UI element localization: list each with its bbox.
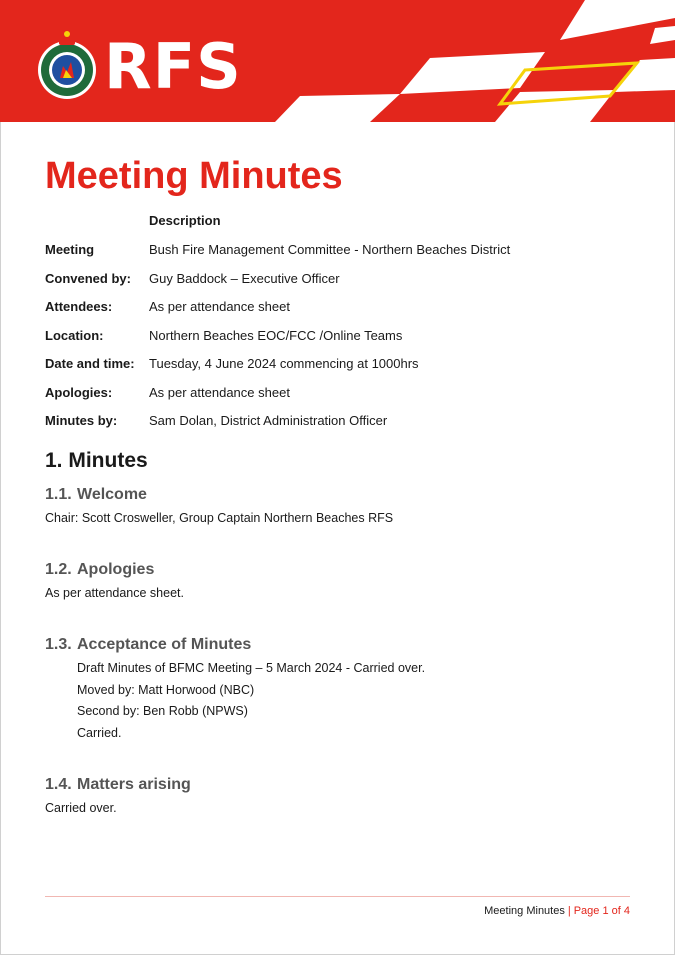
details-value: Tuesday, 4 June 2024 commencing at 1000hrs [149,356,419,371]
details-row [45,413,645,433]
details-row [45,356,645,376]
subsection-heading-acceptance [45,636,251,654]
banner-graphic [0,0,675,122]
acceptance-line: Moved by: Matt Horwood (NBC) [77,683,255,697]
details-row [45,271,645,291]
details-value: As per attendance sheet [149,385,290,400]
rfs-wordmark: RFS [104,30,242,103]
footer-separator: | [567,905,571,917]
subsection-heading-matters-arising [45,776,191,794]
page-footer [484,905,630,917]
acceptance-line: Draft Minutes of BFMC Meeting – 5 March 2024 - Carried over. [77,661,426,675]
details-row [45,328,645,348]
details-row [45,299,645,319]
acceptance-line: Carried. [77,726,122,740]
welcome-text: Chair: Scott Crosweller, Group Captain Northern Beaches RFS [45,511,394,525]
details-label: Date and time: [45,356,135,371]
details-label: Convened by: [45,271,131,286]
details-value: Guy Baddock – Executive Officer [149,271,340,286]
banner-stripe-6 [650,26,675,44]
footer-divider [45,896,630,897]
footer-doc-title: Meeting Minutes [484,905,565,917]
header-banner [0,0,675,122]
subsection-title: Acceptance of Minutes [77,636,252,653]
details-row [45,242,645,262]
footer-page-number: Page 1 of 4 [573,905,630,917]
details-label: Apologies: [45,385,113,400]
details-value: Bush Fire Management Committee - Northern Beaches District [149,242,511,257]
rfs-emblem-icon [38,31,96,99]
subsection-title: Apologies [77,561,155,578]
details-row [45,385,645,405]
details-column-header: Description [149,213,221,228]
banner-stripe-4 [275,94,400,122]
acceptance-line: Second by: Ben Robb (NPWS) [77,704,248,718]
subsection-heading-apologies [45,561,154,579]
section-title: Minutes [68,449,148,472]
page-title: Meeting Minutes [45,155,343,197]
subsection-title: Welcome [77,486,147,503]
matters-arising-text: Carried over. [45,801,117,815]
details-label: Minutes by: [45,413,118,428]
subsection-number: 1.3. [45,636,72,653]
details-value: Northern Beaches EOC/FCC /Online Teams [149,328,403,343]
details-label: Meeting [45,242,95,257]
subsection-title: Matters arising [77,776,191,793]
subsection-number: 1.4. [45,776,72,793]
apologies-text: As per attendance sheet. [45,586,184,600]
section-number: 1. [45,449,63,472]
details-value: As per attendance sheet [149,299,290,314]
details-label: Attendees: [45,299,113,314]
subsection-number: 1.2. [45,561,72,578]
section-heading [45,449,148,473]
details-label: Location: [45,328,104,343]
subsection-heading-welcome [45,486,147,504]
banner-stripe-5 [495,90,615,122]
details-value: Sam Dolan, District Administration Officer [149,413,388,428]
subsection-number: 1.1. [45,486,72,503]
